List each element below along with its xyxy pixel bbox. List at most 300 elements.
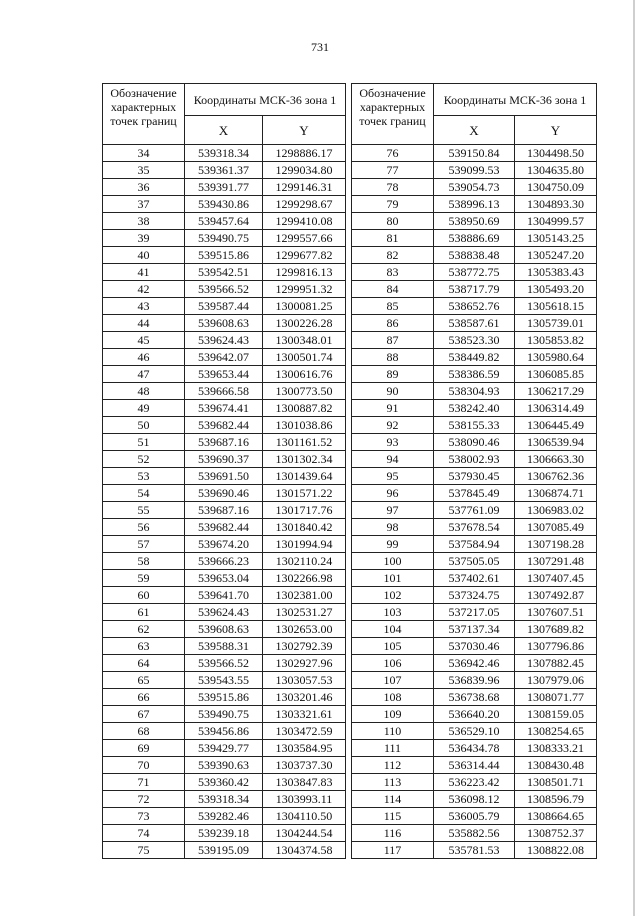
table-row [103, 485, 346, 502]
point-id-cell: 63 [103, 638, 185, 655]
y-coordinate-cell: 1308596.79 [515, 791, 597, 808]
y-coordinate-cell: 1308664.65 [515, 808, 597, 825]
x-coordinate-cell: 537030.46 [434, 638, 515, 655]
x-coordinate-cell: 539690.37 [185, 451, 263, 468]
x-coordinate-cell: 539687.16 [185, 502, 263, 519]
x-coordinate-cell: 537584.94 [434, 536, 515, 553]
x-coordinate-cell: 538652.76 [434, 298, 515, 315]
point-id-cell: 116 [352, 825, 434, 842]
y-coordinate-cell: 1306539.94 [515, 434, 597, 451]
x-coordinate-cell: 539239.18 [185, 825, 263, 842]
point-id-cell: 77 [352, 162, 434, 179]
table-row [352, 315, 597, 332]
point-id-cell: 64 [103, 655, 185, 672]
y-coordinate-cell: 1307291.48 [515, 553, 597, 570]
point-id-cell: 90 [352, 383, 434, 400]
point-id-cell: 91 [352, 400, 434, 417]
y-coordinate-cell: 1303057.53 [263, 672, 346, 689]
table-row [103, 740, 346, 757]
table-row [103, 451, 346, 468]
y-coordinate-cell: 1301717.76 [263, 502, 346, 519]
point-id-cell: 108 [352, 689, 434, 706]
point-id-cell: 95 [352, 468, 434, 485]
y-coordinate-cell: 1305853.82 [515, 332, 597, 349]
table-row [103, 196, 346, 213]
point-id-cell: 71 [103, 774, 185, 791]
x-coordinate-cell: 536942.46 [434, 655, 515, 672]
point-header: Обозначение характерных точек границ [103, 84, 185, 145]
x-coordinate-cell: 538717.79 [434, 281, 515, 298]
y-coordinate-cell: 1307492.87 [515, 587, 597, 604]
point-id-cell: 68 [103, 723, 185, 740]
table-row [103, 400, 346, 417]
table-row [103, 808, 346, 825]
x-coordinate-cell: 539195.09 [185, 842, 263, 859]
table-row [352, 808, 597, 825]
y-coordinate-cell: 1302927.96 [263, 655, 346, 672]
point-id-cell: 60 [103, 587, 185, 604]
x-coordinate-cell: 539429.77 [185, 740, 263, 757]
x-coordinate-cell: 539099.53 [434, 162, 515, 179]
point-id-cell: 46 [103, 349, 185, 366]
table-row [103, 417, 346, 434]
point-id-cell: 84 [352, 281, 434, 298]
y-coordinate-cell: 1304635.80 [515, 162, 597, 179]
y-coordinate-cell: 1300887.82 [263, 400, 346, 417]
table-row [352, 604, 597, 621]
y-coordinate-cell: 1301161.52 [263, 434, 346, 451]
y-coordinate-cell: 1306314.49 [515, 400, 597, 417]
table-row [352, 179, 597, 196]
table-row [103, 791, 346, 808]
table-row [103, 281, 346, 298]
coordinates-table-left [102, 83, 346, 859]
y-coordinate-cell: 1308159.05 [515, 706, 597, 723]
y-coordinate-cell: 1301439.64 [263, 468, 346, 485]
point-id-cell: 97 [352, 502, 434, 519]
point-id-cell: 54 [103, 485, 185, 502]
y-coordinate-cell: 1301994.94 [263, 536, 346, 553]
table-row [103, 587, 346, 604]
point-id-cell: 42 [103, 281, 185, 298]
point-id-cell: 100 [352, 553, 434, 570]
point-id-cell: 117 [352, 842, 434, 859]
table-row [103, 655, 346, 672]
point-id-cell: 61 [103, 604, 185, 621]
x-coordinate-cell: 539515.86 [185, 689, 263, 706]
x-coordinate-cell: 537930.45 [434, 468, 515, 485]
x-coordinate-cell: 537505.05 [434, 553, 515, 570]
y-coordinate-cell: 1305383.43 [515, 264, 597, 281]
y-coordinate-cell: 1308752.37 [515, 825, 597, 842]
x-coordinate-cell: 539674.20 [185, 536, 263, 553]
y-coordinate-cell: 1308071.77 [515, 689, 597, 706]
table-row [352, 366, 597, 383]
table-row [352, 740, 597, 757]
point-id-cell: 103 [352, 604, 434, 621]
y-coordinate-cell: 1305980.64 [515, 349, 597, 366]
point-id-cell: 66 [103, 689, 185, 706]
y-coordinate-cell: 1302531.27 [263, 604, 346, 621]
coords-header: Координаты МСК-36 зона 1 [434, 84, 597, 116]
point-id-cell: 105 [352, 638, 434, 655]
x-coordinate-cell: 537761.09 [434, 502, 515, 519]
y-coordinate-cell: 1302653.00 [263, 621, 346, 638]
x-coordinate-cell: 538002.93 [434, 451, 515, 468]
table-row [352, 264, 597, 281]
x-coordinate-cell: 536839.96 [434, 672, 515, 689]
table-row [103, 145, 346, 162]
x-coordinate-cell: 536223.42 [434, 774, 515, 791]
y-coordinate-cell: 1308333.21 [515, 740, 597, 757]
point-id-cell: 80 [352, 213, 434, 230]
point-id-cell: 93 [352, 434, 434, 451]
x-coordinate-cell: 538090.46 [434, 434, 515, 451]
point-id-cell: 98 [352, 519, 434, 536]
point-id-cell: 113 [352, 774, 434, 791]
x-coordinate-cell: 539490.75 [185, 706, 263, 723]
table-row [352, 655, 597, 672]
point-id-cell: 36 [103, 179, 185, 196]
table-row [352, 468, 597, 485]
table-row [352, 587, 597, 604]
point-id-cell: 52 [103, 451, 185, 468]
x-coordinate-cell: 537402.61 [434, 570, 515, 587]
point-id-cell: 106 [352, 655, 434, 672]
table-row [103, 230, 346, 247]
x-coordinate-cell: 538523.30 [434, 332, 515, 349]
table-row [103, 638, 346, 655]
coordinates-table-right [351, 83, 597, 859]
y-coordinate-cell: 1305739.01 [515, 315, 597, 332]
x-coordinate-cell: 535781.53 [434, 842, 515, 859]
x-coordinate-cell: 538155.33 [434, 417, 515, 434]
x-coordinate-cell: 539682.44 [185, 519, 263, 536]
page-edge-divider [633, 0, 635, 916]
point-id-cell: 78 [352, 179, 434, 196]
y-coordinate-cell: 1308430.48 [515, 757, 597, 774]
point-id-cell: 88 [352, 349, 434, 366]
table-row [103, 468, 346, 485]
table-row [103, 706, 346, 723]
table-row [352, 536, 597, 553]
x-coordinate-cell: 539588.31 [185, 638, 263, 655]
x-coordinate-cell: 537137.34 [434, 621, 515, 638]
x-coordinate-cell: 539543.55 [185, 672, 263, 689]
x-coordinate-cell: 538386.59 [434, 366, 515, 383]
y-coordinate-cell: 1303737.30 [263, 757, 346, 774]
point-id-cell: 101 [352, 570, 434, 587]
y-coordinate-cell: 1301038.86 [263, 417, 346, 434]
point-id-cell: 110 [352, 723, 434, 740]
table-row [103, 621, 346, 638]
point-id-cell: 102 [352, 587, 434, 604]
y-coordinate-cell: 1299816.13 [263, 264, 346, 281]
x-coordinate-cell: 536434.78 [434, 740, 515, 757]
point-id-cell: 34 [103, 145, 185, 162]
x-coordinate-cell: 539318.34 [185, 791, 263, 808]
point-id-cell: 41 [103, 264, 185, 281]
point-id-cell: 59 [103, 570, 185, 587]
y-coordinate-cell: 1302110.24 [263, 553, 346, 570]
y-coordinate-cell: 1307882.45 [515, 655, 597, 672]
y-coordinate-cell: 1304498.50 [515, 145, 597, 162]
y-coordinate-cell: 1299034.80 [263, 162, 346, 179]
y-coordinate-cell: 1304374.58 [263, 842, 346, 859]
y-coordinate-cell: 1304999.57 [515, 213, 597, 230]
y-header: Y [515, 116, 597, 145]
y-coordinate-cell: 1302381.00 [263, 587, 346, 604]
y-coordinate-cell: 1303472.59 [263, 723, 346, 740]
x-coordinate-cell: 539542.51 [185, 264, 263, 281]
point-id-cell: 62 [103, 621, 185, 638]
x-coordinate-cell: 539587.44 [185, 298, 263, 315]
point-id-cell: 94 [352, 451, 434, 468]
point-id-cell: 58 [103, 553, 185, 570]
y-coordinate-cell: 1304750.09 [515, 179, 597, 196]
y-coordinate-cell: 1308501.71 [515, 774, 597, 791]
table-row [103, 315, 346, 332]
table-row [352, 247, 597, 264]
y-coordinate-cell: 1305143.25 [515, 230, 597, 247]
x-coordinate-cell: 536314.44 [434, 757, 515, 774]
table-row [352, 162, 597, 179]
table-row [352, 723, 597, 740]
point-id-cell: 48 [103, 383, 185, 400]
x-coordinate-cell: 539282.46 [185, 808, 263, 825]
table-row [352, 451, 597, 468]
point-id-cell: 67 [103, 706, 185, 723]
x-coordinate-cell: 539642.07 [185, 349, 263, 366]
table-row [103, 774, 346, 791]
table-row [103, 349, 346, 366]
y-coordinate-cell: 1303201.46 [263, 689, 346, 706]
table-row [103, 842, 346, 859]
table-row [103, 332, 346, 349]
x-coordinate-cell: 539150.84 [434, 145, 515, 162]
x-coordinate-cell: 539653.04 [185, 570, 263, 587]
point-id-cell: 69 [103, 740, 185, 757]
table-row [103, 570, 346, 587]
x-coordinate-cell: 536640.20 [434, 706, 515, 723]
point-id-cell: 74 [103, 825, 185, 842]
point-id-cell: 96 [352, 485, 434, 502]
table-row [103, 672, 346, 689]
x-coordinate-cell: 536529.10 [434, 723, 515, 740]
table-row [352, 570, 597, 587]
x-coordinate-cell: 539360.42 [185, 774, 263, 791]
x-coordinate-cell: 537324.75 [434, 587, 515, 604]
x-coordinate-cell: 537217.05 [434, 604, 515, 621]
y-coordinate-cell: 1304244.54 [263, 825, 346, 842]
point-id-cell: 53 [103, 468, 185, 485]
y-coordinate-cell: 1300616.76 [263, 366, 346, 383]
x-coordinate-cell: 539391.77 [185, 179, 263, 196]
table-row [103, 536, 346, 553]
y-coordinate-cell: 1299146.31 [263, 179, 346, 196]
point-id-cell: 115 [352, 808, 434, 825]
y-coordinate-cell: 1301302.34 [263, 451, 346, 468]
y-coordinate-cell: 1300773.50 [263, 383, 346, 400]
point-id-cell: 44 [103, 315, 185, 332]
point-id-cell: 56 [103, 519, 185, 536]
x-coordinate-cell: 539390.63 [185, 757, 263, 774]
x-coordinate-cell: 539361.37 [185, 162, 263, 179]
table-row [103, 519, 346, 536]
table-row [352, 400, 597, 417]
table-row [103, 604, 346, 621]
point-header: Обозначение характерных точек границ [352, 84, 434, 145]
point-id-cell: 51 [103, 434, 185, 451]
x-coordinate-cell: 536738.68 [434, 689, 515, 706]
table-row [352, 774, 597, 791]
table-row [103, 383, 346, 400]
point-id-cell: 75 [103, 842, 185, 859]
table-row [352, 485, 597, 502]
table-row [352, 825, 597, 842]
x-coordinate-cell: 539457.64 [185, 213, 263, 230]
y-coordinate-cell: 1303993.11 [263, 791, 346, 808]
y-coordinate-cell: 1299677.82 [263, 247, 346, 264]
point-id-cell: 73 [103, 808, 185, 825]
table-row [103, 213, 346, 230]
point-id-cell: 81 [352, 230, 434, 247]
y-header: Y [263, 116, 346, 145]
table-row [352, 553, 597, 570]
x-coordinate-cell: 539566.52 [185, 655, 263, 672]
point-id-cell: 35 [103, 162, 185, 179]
point-id-cell: 40 [103, 247, 185, 264]
table-row [103, 162, 346, 179]
point-id-cell: 65 [103, 672, 185, 689]
page-number: 731 [311, 40, 329, 54]
point-id-cell: 89 [352, 366, 434, 383]
x-coordinate-cell: 538950.69 [434, 213, 515, 230]
x-coordinate-cell: 539624.43 [185, 604, 263, 621]
table-row [352, 621, 597, 638]
x-coordinate-cell: 539608.63 [185, 621, 263, 638]
point-id-cell: 43 [103, 298, 185, 315]
x-coordinate-cell: 539691.50 [185, 468, 263, 485]
table-row [352, 638, 597, 655]
x-coordinate-cell: 538587.61 [434, 315, 515, 332]
point-id-cell: 72 [103, 791, 185, 808]
x-coordinate-cell: 539456.86 [185, 723, 263, 740]
table-row [352, 230, 597, 247]
table-row [103, 757, 346, 774]
table-row [103, 825, 346, 842]
table-row [352, 145, 597, 162]
point-id-cell: 47 [103, 366, 185, 383]
table-row [352, 213, 597, 230]
y-coordinate-cell: 1302266.98 [263, 570, 346, 587]
y-coordinate-cell: 1302792.39 [263, 638, 346, 655]
x-coordinate-cell: 539430.86 [185, 196, 263, 213]
point-id-cell: 79 [352, 196, 434, 213]
table-row [352, 757, 597, 774]
x-coordinate-cell: 538242.40 [434, 400, 515, 417]
table-row [103, 434, 346, 451]
y-coordinate-cell: 1306762.36 [515, 468, 597, 485]
y-coordinate-cell: 1306663.30 [515, 451, 597, 468]
x-coordinate-cell: 536098.12 [434, 791, 515, 808]
point-id-cell: 83 [352, 264, 434, 281]
point-id-cell: 76 [352, 145, 434, 162]
table-row [352, 281, 597, 298]
table-row [352, 196, 597, 213]
x-coordinate-cell: 539687.16 [185, 434, 263, 451]
x-coordinate-cell: 538772.75 [434, 264, 515, 281]
table-row [352, 502, 597, 519]
y-coordinate-cell: 1301571.22 [263, 485, 346, 502]
y-coordinate-cell: 1305493.20 [515, 281, 597, 298]
table-row [352, 349, 597, 366]
point-id-cell: 104 [352, 621, 434, 638]
table-row [103, 553, 346, 570]
table-row [103, 689, 346, 706]
x-coordinate-cell: 538304.93 [434, 383, 515, 400]
x-header: X [434, 116, 515, 145]
y-coordinate-cell: 1307085.49 [515, 519, 597, 536]
point-id-cell: 85 [352, 298, 434, 315]
y-coordinate-cell: 1307198.28 [515, 536, 597, 553]
y-coordinate-cell: 1300348.01 [263, 332, 346, 349]
x-coordinate-cell: 539566.52 [185, 281, 263, 298]
x-coordinate-cell: 539624.43 [185, 332, 263, 349]
y-coordinate-cell: 1307407.45 [515, 570, 597, 587]
x-coordinate-cell: 537845.49 [434, 485, 515, 502]
x-coordinate-cell: 538449.82 [434, 349, 515, 366]
y-coordinate-cell: 1307607.51 [515, 604, 597, 621]
x-coordinate-cell: 538996.13 [434, 196, 515, 213]
y-coordinate-cell: 1304893.30 [515, 196, 597, 213]
table-row [103, 298, 346, 315]
table-row [103, 366, 346, 383]
point-id-cell: 57 [103, 536, 185, 553]
y-coordinate-cell: 1303847.83 [263, 774, 346, 791]
y-coordinate-cell: 1306445.49 [515, 417, 597, 434]
table-row [352, 842, 597, 859]
x-coordinate-cell: 535882.56 [434, 825, 515, 842]
y-coordinate-cell: 1305247.20 [515, 247, 597, 264]
y-coordinate-cell: 1306983.02 [515, 502, 597, 519]
x-coordinate-cell: 537678.54 [434, 519, 515, 536]
x-coordinate-cell: 539682.44 [185, 417, 263, 434]
point-id-cell: 82 [352, 247, 434, 264]
y-coordinate-cell: 1306217.29 [515, 383, 597, 400]
point-id-cell: 50 [103, 417, 185, 434]
x-coordinate-cell: 539515.86 [185, 247, 263, 264]
table-row [103, 264, 346, 281]
table-row [103, 723, 346, 740]
table-row [103, 502, 346, 519]
y-coordinate-cell: 1300501.74 [263, 349, 346, 366]
point-id-cell: 114 [352, 791, 434, 808]
table-row [352, 332, 597, 349]
y-coordinate-cell: 1298886.17 [263, 145, 346, 162]
y-coordinate-cell: 1299951.32 [263, 281, 346, 298]
x-coordinate-cell: 539608.63 [185, 315, 263, 332]
x-header: X [185, 116, 263, 145]
point-id-cell: 45 [103, 332, 185, 349]
point-id-cell: 37 [103, 196, 185, 213]
table-row [103, 247, 346, 264]
y-coordinate-cell: 1307689.82 [515, 621, 597, 638]
point-id-cell: 99 [352, 536, 434, 553]
y-coordinate-cell: 1301840.42 [263, 519, 346, 536]
y-coordinate-cell: 1300226.28 [263, 315, 346, 332]
y-coordinate-cell: 1303584.95 [263, 740, 346, 757]
